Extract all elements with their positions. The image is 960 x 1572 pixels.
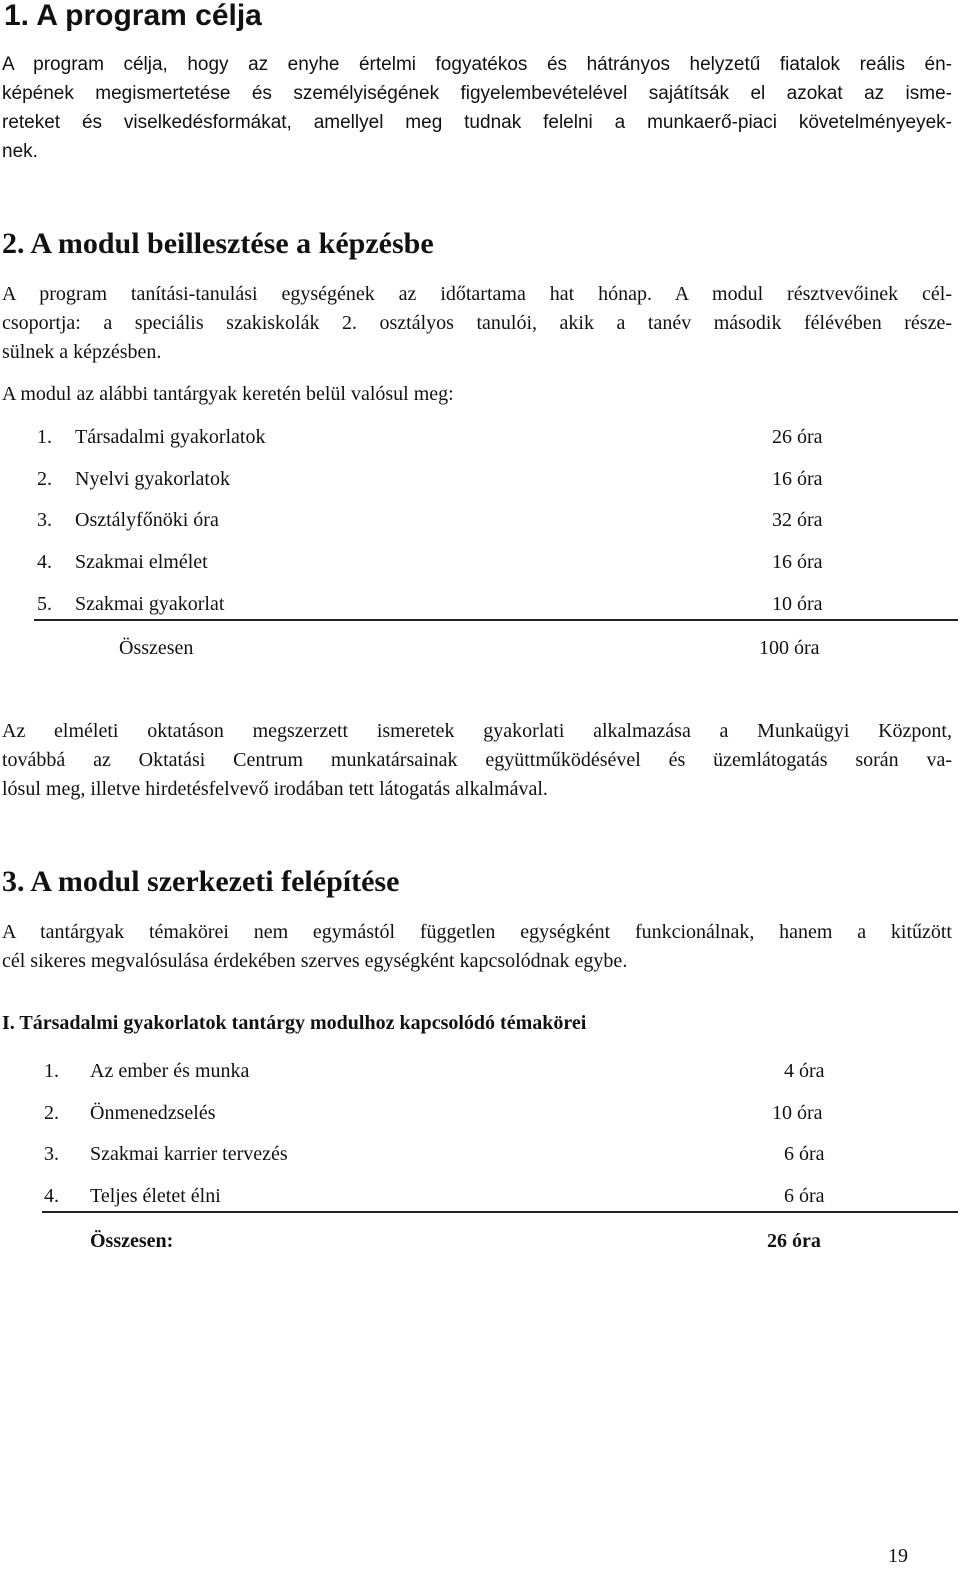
subject-name: Szakmai gyakorlat <box>75 593 225 615</box>
topic-hours: 6 óra <box>784 1143 825 1165</box>
subject-name: Szakmai elmélet <box>75 551 208 573</box>
subject-hours: 10 óra <box>772 593 823 615</box>
table-row <box>0 1098 960 1128</box>
subject-name: Társadalmi gyakorlatok <box>75 426 266 448</box>
subject-hours: 26 óra <box>772 426 823 448</box>
paragraph-line: A tantárgyak témakörei nem egymástól független egységként funkcionálnak, hanem a kitűzött <box>2 921 952 943</box>
topic-hours: 6 óra <box>784 1185 825 1207</box>
table-row <box>0 464 960 494</box>
section-2-heading: 2. A modul beillesztése a képzésbe <box>2 227 434 260</box>
table-row <box>0 1139 960 1169</box>
paragraph-line: továbbá az Oktatási Centrum munkatársainak együttműködésével és üzemlátogatás során va- <box>2 749 952 771</box>
row-number: 4. <box>37 551 52 573</box>
section-2-paragraph <box>2 280 952 367</box>
total-hours: 100 óra <box>759 637 820 659</box>
paragraph-line: A program tanítási-tanulási egységének az időtartama hat hónap. A modul résztvevőinek cél- <box>2 283 952 305</box>
row-number: 2. <box>37 468 52 490</box>
paragraph-line: cél sikeres megvalósulása érdekében szerves egységként kapcsolódnak egybe. <box>2 950 628 972</box>
paragraph-line: nek. <box>2 141 38 162</box>
row-number: 3. <box>37 509 52 531</box>
paragraph-line: sülnek a képzésben. <box>2 341 162 363</box>
total-divider <box>42 1211 958 1213</box>
topic-hours: 10 óra <box>772 1102 823 1124</box>
table-row <box>0 547 960 577</box>
subject-name: Osztályfőnöki óra <box>75 509 219 531</box>
row-number: 2. <box>44 1102 59 1124</box>
table-row <box>0 422 960 452</box>
topics-subheading: I. Társadalmi gyakorlatok tantárgy modulhoz kapcsolódó témakörei <box>2 1012 587 1034</box>
section-1-paragraph <box>2 50 952 166</box>
table-row <box>0 589 960 619</box>
table-row <box>0 505 960 535</box>
topic-name: Teljes életet élni <box>90 1185 221 1207</box>
subject-hours: 32 óra <box>772 509 823 531</box>
row-number: 1. <box>37 426 52 448</box>
page-number: 19 <box>888 1545 908 1567</box>
subject-hours: 16 óra <box>772 468 823 490</box>
total-label: Összesen: <box>90 1230 174 1252</box>
subjects-intro <box>2 380 952 409</box>
topic-name: Önmenedzselés <box>90 1102 216 1124</box>
subject-hours: 16 óra <box>772 551 823 573</box>
paragraph-line: A program célja, hogy az enyhe értelmi fogyatékos és hátrányos helyzetű fiatalok reális én- <box>2 54 952 75</box>
topic-name: Szakmai karrier tervezés <box>90 1143 288 1165</box>
total-label: Összesen <box>119 637 194 659</box>
section-3-heading: 3. A modul szerkezeti felépítése <box>2 865 400 898</box>
total-row <box>0 633 960 663</box>
row-number: 1. <box>44 1060 59 1082</box>
subjects-intro-text: A modul az alábbi tantárgyak keretén belül valósul meg: <box>2 383 454 405</box>
table-row <box>0 1181 960 1211</box>
section-3-paragraph <box>2 918 952 976</box>
row-number: 4. <box>44 1185 59 1207</box>
section-1-heading: 1. A program célja <box>4 0 262 32</box>
row-number: 5. <box>37 593 52 615</box>
section-2-closing-paragraph <box>2 717 952 804</box>
total-divider <box>34 619 958 621</box>
topic-name: Az ember és munka <box>90 1060 250 1082</box>
row-number: 3. <box>44 1143 59 1165</box>
paragraph-line: reteket és viselkedésformákat, amellyel meg tudnak felelni a munkaerő-piaci követelményeyek- <box>2 112 952 133</box>
paragraph-line: Az elméleti oktatáson megszerzett ismeretek gyakorlati alkalmazása a Munkaügyi Központ, <box>2 720 952 742</box>
subject-name: Nyelvi gyakorlatok <box>75 468 230 490</box>
total-row <box>0 1226 960 1256</box>
paragraph-line: csoportja: a speciális szakiskolák 2. osztályos tanulói, akik a tanév második félévében része- <box>2 312 952 334</box>
paragraph-line: lósul meg, illetve hirdetésfelvevő irodában tett látogatás alkalmával. <box>2 778 548 800</box>
total-hours: 26 óra <box>767 1230 821 1252</box>
topic-hours: 4 óra <box>784 1060 825 1082</box>
paragraph-line: képének megismertetése és személyiségének figyelembevételével sajátítsák el azokat az isme- <box>2 83 952 104</box>
table-row <box>0 1056 960 1086</box>
